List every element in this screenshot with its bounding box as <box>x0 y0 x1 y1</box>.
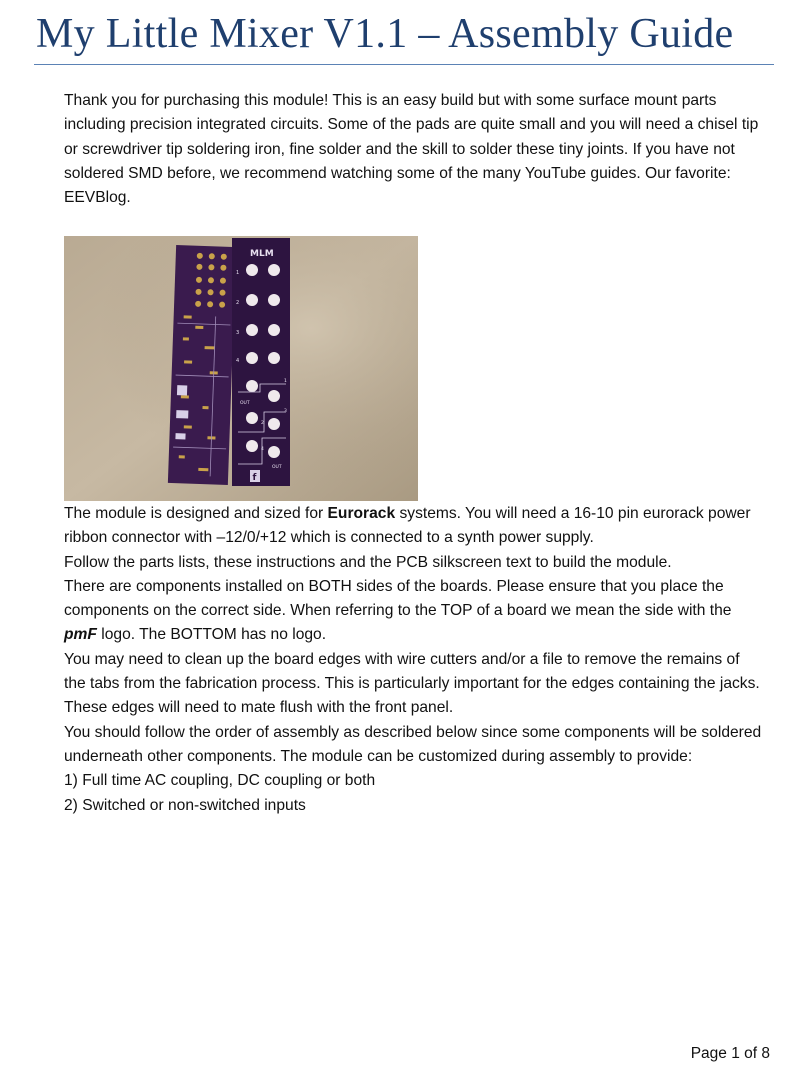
page-number: Page 1 of 8 <box>690 1045 770 1062</box>
out-label-left: OUT <box>240 401 250 406</box>
both-sides-paragraph: There are components installed on BOTH sides of the boards. Please ensure that you place the components on the correct side. When referring to the TOP of a board we mean the side with the pmF logo. The BOTTOM has no logo. <box>64 577 732 644</box>
eurorack-paragraph: The module is designed and sized for Eurorack systems. You will need a 16-10 pin eurorack power ribbon connector with –12/0/+12 which is connected to a synth power supply. <box>64 505 751 547</box>
out-label-right: OUT <box>272 465 282 470</box>
intro-text: Thank you for purchasing this module! This is an easy build but with some surface mount parts including precision integrated circuits. Some of the pads are quite small and you will need a chisel tip or screwdriver tip soldering iron, fine solder and the skill to solder these tiny joints. If you have not soldered SMD before, we recommend watching some of the many YouTube guides. Our favorite: EEVBlog. <box>64 92 759 207</box>
front-panel <box>232 238 290 486</box>
panel-label: MLM <box>250 249 274 259</box>
logo-letter: f <box>252 473 257 483</box>
assembly-order-paragraph: You should follow the order of assembly as described below since some components will be soldered underneath other components. The module can be customized during assembly to provide: <box>64 723 762 765</box>
eurorack-bold: Eurorack <box>327 505 396 522</box>
pcb-photo <box>64 236 418 501</box>
body-text <box>64 502 764 818</box>
right-number-1: 1 <box>284 379 287 384</box>
board-edges-paragraph: You may need to clean up the board edges with wire cutters and/or a file to remove the remains of the tabs from the fabrication process. This is particularly important for the edges containing the jacks. These edges will need to mate flush with the front panel. <box>64 650 760 717</box>
option-item-2: 2) Switched or non-switched inputs <box>64 796 306 814</box>
title-underline <box>34 64 774 65</box>
right-number-2: 2 <box>261 421 264 426</box>
right-number-3: 3 <box>284 409 287 414</box>
pmf-logo-text: pmF <box>64 626 97 644</box>
right-number-4: 4 <box>261 447 264 452</box>
jack-number-1: 1 <box>236 270 240 276</box>
document-title: My Little Mixer V1.1 – Assembly Guide <box>36 11 734 57</box>
intro-paragraph <box>64 89 764 210</box>
jack-number-2: 2 <box>236 300 240 306</box>
pcb-photo-drawing <box>64 236 418 501</box>
jack-number-3: 3 <box>236 330 240 336</box>
parts-list-paragraph: Follow the parts lists, these instructions and the PCB silkscreen text to build the module. <box>64 553 672 571</box>
circuit-board <box>168 245 236 485</box>
jack-number-4: 4 <box>236 358 240 364</box>
option-item-1: 1) Full time AC coupling, DC coupling or both <box>64 772 376 790</box>
